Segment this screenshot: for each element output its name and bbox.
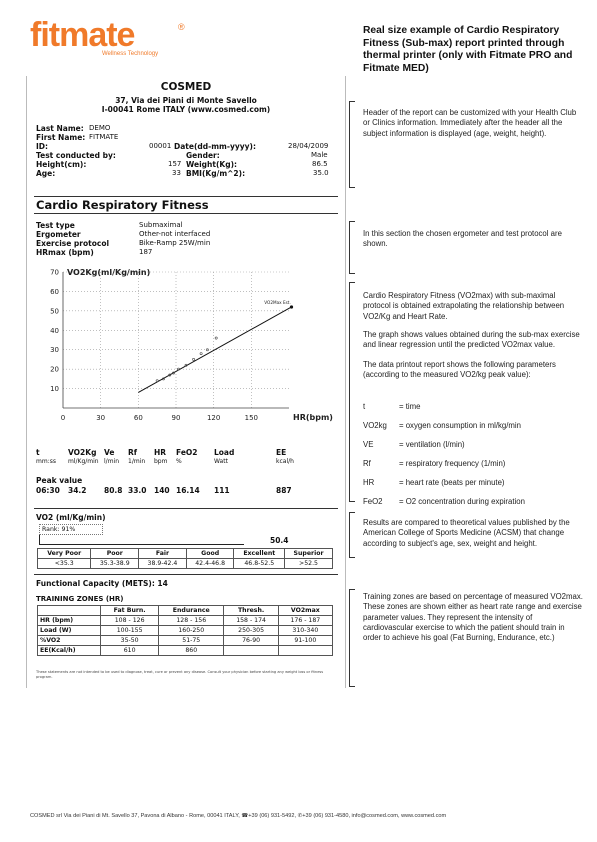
weight-value: 86.5 [312,160,328,168]
training-table [37,605,333,656]
training-cell: 91-100 [278,636,332,646]
ranking-header: Fair [139,549,187,559]
disclaimer: These statements are not intended to be used to diagnose, treat, cure or prevent any disease. Consult your physician before starting any weight loss or fitness program. [36,670,324,679]
last-name-label: Last Name: [36,124,84,133]
date-value: 28/04/2009 [288,142,329,150]
id-value: 00001 [149,142,172,150]
peak-value: 140 [154,486,170,495]
data-unit: % [176,458,182,465]
explain-protocol: In this section the chosen ergometer and test protocol are shown. [363,229,562,249]
training-cell: 250-305 [224,626,278,636]
ranking-value: 42.4-46.8 [186,559,234,569]
test-type-value: Submaximal [139,221,183,229]
param-desc: = O2 concentration during expiration [399,497,525,506]
section-rule-top [34,196,338,197]
training-header: VO2max [278,606,332,616]
param-desc: = oxygen consumption in ml/kg/min [399,421,521,430]
peak-value: 16.14 [176,486,200,495]
fitmate-logo [30,18,190,58]
param-key: Rf [363,459,371,468]
rank-box: Rank: 91% [39,524,103,535]
header-note: Real size example of Cardio Respiratory Fitness (Sub-max) report printed through thermal printer (only with Fitmate PRO and Fitmate MED) [363,25,573,74]
y-tick-label: 20 [50,365,59,374]
data-header: Load [214,448,235,457]
bracket-protocol [349,221,355,274]
param-item [363,402,588,412]
data-unit: ml/Kg/min [68,458,99,465]
conducted-label: Test conducted by: [36,151,116,160]
param-key: FeO2 [363,497,383,506]
weight-label: Weight(Kg): [186,160,237,169]
test-type-label: Test type [36,221,75,230]
logo-word: fitmate [30,16,135,54]
param-item [363,478,588,488]
height-value: 157 [168,160,182,168]
first-name-label: First Name: [36,133,86,142]
training-cell [278,646,332,656]
data-header: FeO2 [176,448,198,457]
ranking-header: Poor [91,549,139,559]
y-tick-label: 30 [50,346,59,355]
training-header: Endurance [159,606,224,616]
protocol-value: Bike-Ramp 25W/min [139,239,211,247]
data-header: VO2Kg [68,448,97,457]
ranking-header: Superior [285,549,333,559]
functional-capacity: Functional Capacity (METS): 14 [36,579,168,588]
protocol-label: Exercise protocol [36,239,110,248]
x-tick-label: 0 [60,414,66,422]
x-axis-label: HR(bpm) [293,413,333,422]
param-key: t [363,402,366,411]
training-row-label: %VO2 [38,636,101,646]
hrmax-label: HRmax (bpm) [36,248,94,257]
data-header: Ve [104,448,115,457]
gender-value: Male [311,151,328,159]
data-header: t [36,448,40,457]
explain-header: Header of the report can be customized with your Health Club or Clinics information. Immediately after the header all the subject information is displayed (age, weight, height). [363,108,577,138]
peak-value: 06:30 [36,486,60,495]
ranking-value: >52.5 [285,559,333,569]
training-title: TRAINING ZONES (HR) [36,595,124,603]
training-cell: 51-75 [159,636,224,646]
ranking-header: Excellent [234,549,285,559]
peak-value: 34.2 [68,486,87,495]
param-desc: = ventilation (l/min) [399,440,465,449]
hrmax-value: 187 [139,248,153,256]
vo2-label: VO2 (ml/Kg/min) [36,513,106,522]
peak-value: 887 [276,486,292,495]
training-row-label: HR (bpm) [38,616,101,626]
x-tick-label: 150 [244,414,259,422]
training-cell: 176 - 187 [278,616,332,626]
logo-registered: ® [178,22,185,32]
peak-value: 111 [214,486,230,495]
ranking-value: 38.9-42.4 [139,559,187,569]
param-key: HR [363,478,375,487]
fc-rule [34,574,338,575]
param-key: VE [363,440,374,449]
training-cell: 158 - 174 [224,616,278,626]
ranking-header: Good [186,549,234,559]
y-tick-label: 60 [50,287,59,296]
y-tick-label: 10 [50,385,59,394]
x-tick-label: 90 [171,414,181,422]
data-point [215,337,217,339]
training-row-label: EE(Kcal/h) [38,646,101,656]
regression-line [138,307,291,392]
y-tick-label: 70 [50,268,59,277]
training-cell: 128 - 156 [159,616,224,626]
logo-subtitle: Wellness Technology [102,51,159,57]
param-key: VO2kg [363,421,387,430]
data-unit: Watt [214,458,228,465]
explain-crf: Cardio Respiratory Fitness (VO2max) with sub-maximal protocol is obtained extrapolating the relationship between VO2/Kg and Heart Rate. [363,291,565,321]
ranking-value: <35.3 [38,559,91,569]
bracket-results [349,512,355,558]
training-cell [224,646,278,656]
last-name-value: DEMO [89,124,111,132]
param-desc: = respiratory frequency (1/min) [399,459,506,468]
training-cell: 160-250 [159,626,224,636]
data-unit: bpm [154,458,168,465]
training-cell: 860 [159,646,224,656]
param-item [363,497,588,507]
data-header: EE [276,448,287,457]
bmi-label: BMI(Kg/m^2): [186,169,246,178]
param-desc: = time [399,402,421,411]
height-label: Height(cm): [36,160,87,169]
first-name-value: FITMATE [89,133,119,141]
bracket-training [349,589,355,687]
data-header: Rf [128,448,138,457]
explain-results: Results are compared to theoretical values published by the American College of Sports Medicine (ACSM) that change according to subject's age, sex, weight and height. [363,518,570,548]
vo2-value: 50.4 [270,536,289,545]
explain-printout: The data printout report shows the following parameters (according to the measured VO2/kg peak value): [363,360,556,380]
bracket-crf [349,282,355,502]
peak-value: 80.8 [104,486,123,495]
peak-values [36,486,336,498]
data-unit: mm:ss [36,458,56,465]
data-units [36,458,336,468]
x-tick-label: 120 [206,414,221,422]
section-title: Cardio Respiratory Fitness [36,198,209,212]
param-desc: = heart rate (beats per minute) [399,478,505,487]
training-cell: 610 [101,646,159,656]
x-tick-label: 60 [133,414,143,422]
bracket-header [349,101,355,188]
data-point [200,353,202,355]
training-cell: 76-90 [224,636,278,646]
data-unit: l/min [104,458,120,465]
company-name: COSMED [160,81,212,93]
param-item [363,421,588,431]
y-tick-label: 40 [50,326,59,335]
training-header [38,606,101,616]
ranking-value: 35.3-38.9 [91,559,139,569]
x-tick-label: 30 [96,414,106,422]
vo2-hr-chart [27,262,345,432]
vo2max-point [290,305,293,308]
training-cell: 35-50 [101,636,159,646]
ergometer-value: Other-not interfaced [139,230,211,238]
ranking-value: 46.8-52.5 [234,559,285,569]
section-rule-bottom [34,213,338,214]
footer: COSMED srl Via dei Piani di Mt. Savello 37, Pavona di Albano - Rome, 00041 ITALY, ☎+39 (06) 931-5492, ✆+39 (06) 931-4580, info@cosmed.com, www.cosmed.com [30,813,447,819]
company-address-2: I-00041 Rome ITALY (www.cosmed.com) [101,105,271,114]
training-cell: 310-340 [278,626,332,636]
ranking-table [37,548,333,569]
y-tick-label: 50 [50,307,59,316]
vo2-bar [39,535,244,545]
param-item [363,459,588,469]
training-cell: 100-155 [101,626,159,636]
data-header: HR [154,448,167,457]
explain-training: Training zones are based on percentage of measured VO2max. These zones are shown either as heart rate range and exercise parameter values. They represent the intensity of cardiovascular exercise to which the patient should train in order to achieve his goal (Fat Burning, Endurance, etc.) [363,592,583,643]
id-label: ID: [36,142,49,151]
bmi-value: 35.0 [313,169,329,177]
peak-value: 33.0 [128,486,147,495]
vo2max-annotation: VO2Max Est. [264,299,291,305]
gender-label: Gender: [186,151,220,160]
company-address-1: 37, Via dei Piani di Monte Savello [115,96,257,105]
param-item [363,440,588,450]
vo2-rule [34,508,338,509]
explain-graph: The graph shows values obtained during the sub-max exercise and linear regression until the predicted VO2max value. [363,330,580,350]
age-value: 33 [172,169,181,177]
report-receipt [26,76,346,688]
ergometer-label: Ergometer [36,230,81,239]
training-header: Thresh. [224,606,278,616]
chart-title: VO2Kg(ml/Kg/min) [67,268,151,277]
training-row-label: Load (W) [38,626,101,636]
date-label: Date(dd-mm-yyyy): [174,142,256,151]
training-header: Fat Burn. [101,606,159,616]
data-unit: kcal/h [276,458,294,465]
data-point [192,358,194,360]
ranking-header: Very Poor [38,549,91,559]
age-label: Age: [36,169,56,178]
training-cell: 108 - 126 [101,616,159,626]
peak-label: Peak value [36,476,83,485]
data-unit: 1/min [128,458,146,465]
